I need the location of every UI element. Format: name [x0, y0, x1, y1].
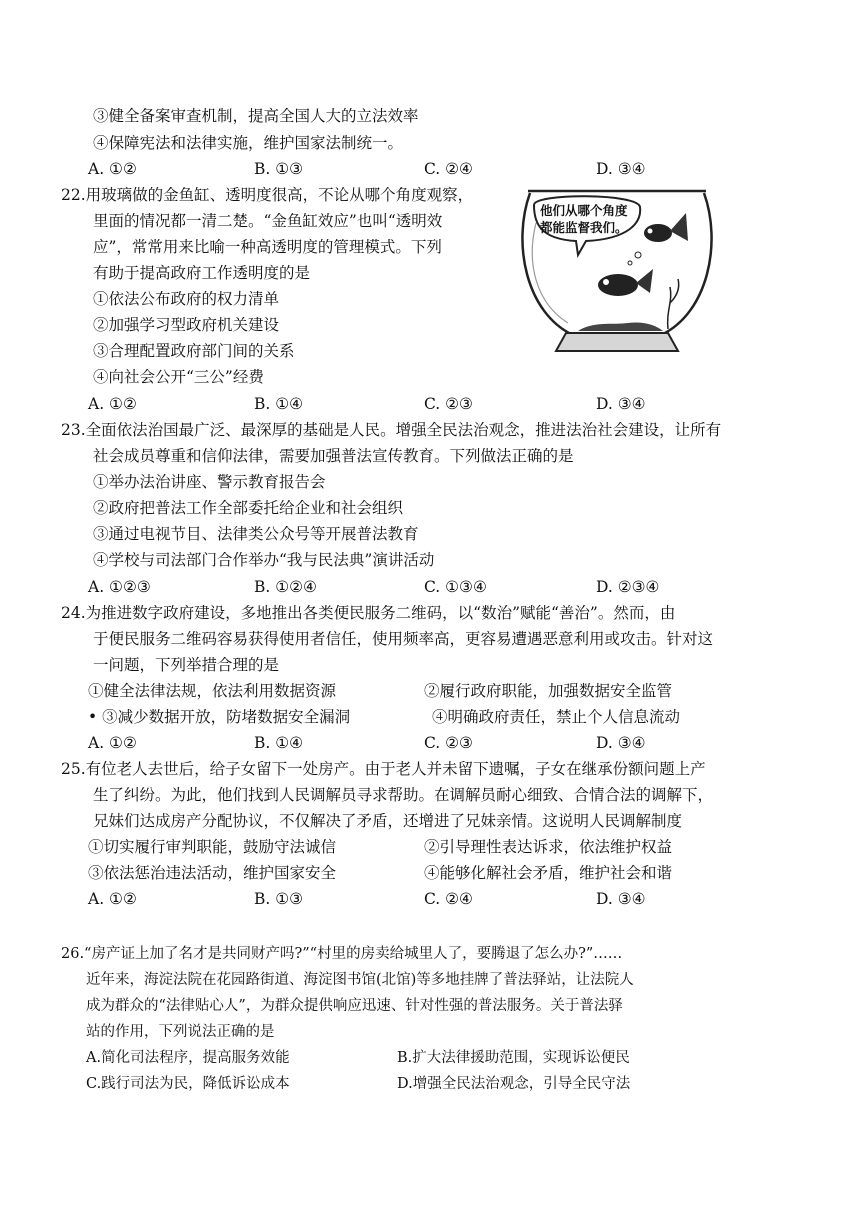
q26-stem-line-3: 成为群众的“法律贴心人”，为群众提供响应迅速、针对性强的普法服务。关于普法驿: [86, 998, 623, 1014]
q22-item-3: ③合理配置政府部门间的关系: [93, 342, 295, 360]
q24-stem-line-1: 24.为推进数字政府建设，多地推出各类便民服务二维码，以“数治”赋能“善治”。然而，由: [61, 604, 676, 622]
q23-item-3: ③通过电视节目、法律类公众号等开展普法教育: [93, 525, 419, 543]
q23-item-2: ②政府把普法工作全部委托给企业和社会组织: [93, 499, 404, 517]
fishbowl-cartoon: [518, 183, 716, 363]
q22-item-4: ④向社会公开“三公”经费: [93, 368, 264, 386]
q25-stem-line-1: 25.有位老人去世后，给子女留下一处房产。由于老人并未留下遗嘱，子女在继承份额问题上产: [61, 760, 706, 778]
q23-option-b: B. ①②④: [254, 578, 317, 596]
q21-option-b: B. ①③: [254, 160, 304, 178]
q22-stem-line-2: 里面的情况都一清二楚。“金鱼缸效应”也叫“透明效: [93, 212, 443, 230]
q25-item-4: ④能够化解社会矛盾，维护社会和谐: [424, 864, 673, 882]
q24-option-a: A. ①②: [88, 734, 137, 752]
q23-stem-line-2: 社会成员尊重和信仰法律，需要加强普法宣传教育。下列做法正确的是: [93, 447, 574, 465]
q24-option-b: B. ①④: [254, 734, 304, 752]
q22-option-d: D. ③④: [596, 395, 646, 413]
q25-item-3: ③依法惩治违法活动，维护国家安全: [88, 864, 337, 882]
q25-option-b: B. ①③: [254, 890, 304, 908]
q21-option-c: C. ②④: [424, 160, 473, 178]
q24-item-2: ②履行政府职能，加强数据安全监管: [424, 682, 673, 700]
q26-stem-line-2: 近年来，海淀法院在花园路街道、海淀图书馆(北馆)等多地挂牌了普法驿站，让法院人: [86, 972, 634, 988]
q22-option-c: C. ②③: [424, 395, 473, 413]
q21-item-4: ④保障宪法和法律实施，维护国家法制统一。: [93, 134, 404, 152]
q22-stem-line-1: 22.用玻璃做的金鱼缸、透明度很高，不论从哪个角度观察，: [61, 186, 474, 204]
q21-item-3: ③健全备案审查机制，提高全国人大的立法效率: [93, 107, 419, 125]
q23-option-c: C. ①③④: [424, 578, 487, 596]
q24-option-c: C. ②③: [424, 734, 473, 752]
cartoon-bubble-line-2: 都能监督我们。: [540, 220, 628, 235]
q23-item-1: ①举办法治讲座、警示教育报告会: [93, 473, 326, 491]
q26-stem-line-1: 26.“房产证上加了名才是共同财产吗?”“村里的房卖给城里人了，要腾退了怎么办?”……: [61, 946, 623, 962]
q21-option-d: D. ③④: [596, 160, 646, 178]
q23-item-4: ④学校与司法部门合作举办“我与民法典”演讲活动: [93, 551, 435, 569]
q26-option-c: C.践行司法为民，降低诉讼成本: [86, 1076, 290, 1092]
q22-option-b: B. ①④: [254, 395, 304, 413]
q24-stem-line-2: 于便民服务二维码容易获得使用者信任，使用频率高，更容易遭遇恶意利用或攻击。针对这: [93, 630, 714, 648]
q22-item-1: ①依法公布政府的权力清单: [93, 290, 280, 308]
q26-option-b: B.扩大法律援助范围，实现诉讼便民: [397, 1050, 630, 1066]
q22-stem-line-3: 应”，常常用来比喻一种高透明度的管理模式。下列: [93, 238, 442, 256]
q22-stem-line-4: 有助于提高政府工作透明度的是: [93, 264, 311, 282]
q26-option-a: A.简化司法程序，提高服务效能: [86, 1050, 290, 1066]
q24-item-1: ①健全法律法规，依法利用数据资源: [88, 682, 337, 700]
q24-item-4: ④明确政府责任，禁止个人信息流动: [432, 708, 681, 726]
q25-stem-line-3: 兄妹们达成房产分配协议，不仅解决了矛盾，还增进了兄妹亲情。这说明人民调解制度: [93, 812, 683, 830]
q24-option-d: D. ③④: [596, 734, 646, 752]
q25-option-a: A. ①②: [88, 890, 137, 908]
q23-stem-line-1: 23.全面依法治国最广泛、最深厚的基础是人民。增强全民法治观念，推进法治社会建设，让所有: [61, 421, 722, 439]
q24-item-3: • ③减少数据开放，防堵数据安全漏洞: [88, 708, 351, 726]
q24-stem-line-3: 一问题，下列举措合理的是: [93, 656, 280, 674]
q25-option-d: D. ③④: [596, 890, 646, 908]
cartoon-bubble-line-1: 他们从哪个角度: [540, 203, 628, 218]
q25-stem-line-2: 生了纠纷。为此，他们找到人民调解员寻求帮助。在调解员耐心细致、合情合法的调解下，: [93, 786, 714, 804]
q23-option-a: A. ①②③: [88, 578, 151, 596]
q26-option-d: D.增强全民法治观念，引导全民守法: [397, 1076, 631, 1092]
q26-stem-line-4: 站的作用，下列说法正确的是: [86, 1024, 275, 1040]
q22-option-a: A. ①②: [88, 395, 137, 413]
q25-item-1: ①切实履行审判职能，鼓励守法诚信: [88, 838, 337, 856]
q21-option-a: A. ①②: [88, 160, 137, 178]
q25-option-c: C. ②④: [424, 890, 473, 908]
q25-item-2: ②引导理性表达诉求，依法维护权益: [424, 838, 673, 856]
q22-item-2: ②加强学习型政府机关建设: [93, 316, 280, 334]
q23-option-d: D. ②③④: [596, 578, 660, 596]
